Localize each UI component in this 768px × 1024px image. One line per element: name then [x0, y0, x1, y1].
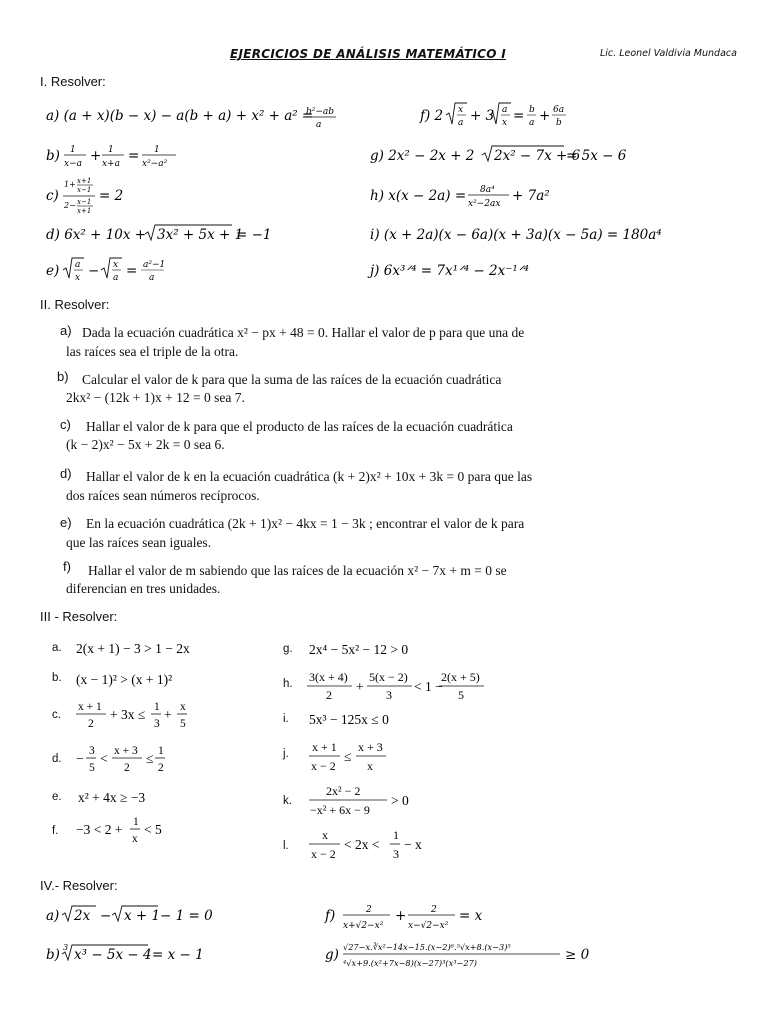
section-3-heading: III - Resolver: — [40, 609, 118, 624]
svg-text:x: x — [132, 833, 138, 845]
svg-text:< 5: < 5 — [144, 822, 162, 837]
svg-text:h) x(x − 2a) =: h) x(x − 2a) = — [370, 188, 467, 204]
svg-text:(x − 1)² > (x + 1)²: (x − 1)² > (x + 1)² — [76, 672, 173, 687]
eq-1h — [370, 185, 550, 209]
svg-text:a: a — [75, 260, 81, 270]
svg-text:x + 1: x + 1 — [124, 908, 161, 924]
svg-text:a²−1: a²−1 — [143, 260, 166, 270]
svg-text:j) 6x³ᐟ⁴ = 7x¹ᐟ⁴ − 2x⁻¹ᐟ⁴: j) 6x³ᐟ⁴ = 7x¹ᐟ⁴ − 2x⁻¹ᐟ⁴ — [370, 263, 529, 279]
svg-text:1: 1 — [108, 145, 114, 155]
eq-1c — [46, 177, 123, 215]
problem-2d-line2: dos raíces sean números recíprocos. — [66, 488, 260, 503]
svg-text:2: 2 — [366, 905, 372, 915]
svg-text:3x² + 5x + 1: 3x² + 5x + 1 — [157, 227, 244, 243]
svg-text:x−1: x−1 — [77, 198, 92, 206]
ineq-a-label: a. — [52, 642, 62, 654]
svg-text:+: + — [395, 908, 407, 924]
svg-text:3: 3 — [154, 718, 160, 730]
svg-text:a) (a + x)(b − x) − a(b + a) +: a) (a + x)(b − x) − a(b + a) + x² + a² = — [46, 108, 314, 124]
svg-text:a: a — [149, 273, 155, 283]
svg-text:2(x + 1) − 3 > 1 − 2x: 2(x + 1) − 3 > 1 − 2x — [76, 641, 190, 656]
problem-2e-label: e) — [60, 515, 72, 530]
svg-text:c): c) — [46, 188, 59, 204]
svg-text:1: 1 — [133, 816, 139, 828]
eq-1a — [46, 107, 336, 130]
ineq-l — [309, 828, 422, 861]
svg-text:b²−ab: b²−ab — [306, 107, 335, 117]
section-1-heading: I. Resolver: — [40, 74, 106, 89]
svg-text:+: + — [164, 707, 172, 722]
problem-2e-line1: En la ecuación cuadrática (2k + 1)x² − 4kx = 1 − 3k ; encontrar el valor de k para — [86, 516, 525, 531]
eq-1d — [46, 225, 272, 243]
problem-2b-label: b) — [57, 369, 69, 384]
svg-text:= 5x − 6: = 5x − 6 — [566, 148, 627, 164]
svg-text:x + 3: x + 3 — [358, 740, 383, 754]
svg-text:b: b — [529, 105, 535, 115]
section-1-equations — [0, 100, 768, 300]
svg-text:x+a: x+a — [102, 159, 120, 169]
eq-1f — [419, 103, 566, 128]
svg-text:1: 1 — [154, 145, 160, 155]
problem-2b-line2: 2kx² − (12k + 1)x + 12 = 0 sea 7. — [66, 390, 245, 405]
svg-text:5: 5 — [458, 688, 464, 702]
eq-4f — [324, 905, 483, 931]
svg-text:b): b) — [46, 148, 60, 164]
svg-text:x+1: x+1 — [77, 177, 92, 185]
problem-2f-line1: Hallar el valor de m sabiendo que las raíces de la ecuación x² − 7x + m = 0 se — [88, 563, 507, 578]
svg-text:< 1 −: < 1 − — [414, 679, 443, 694]
ineq-l-label: l. — [283, 840, 289, 852]
ineq-h-label: h. — [283, 678, 293, 690]
svg-text:x²−a²: x²−a² — [142, 159, 168, 169]
svg-text:a: a — [502, 105, 508, 115]
svg-text:=: = — [128, 148, 140, 164]
svg-text:2x: 2x — [74, 908, 91, 924]
svg-text:x: x — [75, 273, 81, 283]
svg-text:−: − — [88, 263, 100, 279]
svg-text:x + 1: x + 1 — [312, 740, 337, 754]
section-4-equations — [0, 900, 768, 980]
svg-text:= x: = x — [459, 908, 483, 924]
svg-text:1: 1 — [158, 745, 164, 757]
eq-4b — [46, 943, 204, 963]
svg-text:a: a — [529, 118, 535, 128]
eq-1i — [370, 227, 662, 243]
problem-2e-line2: que las raíces sean iguales. — [66, 535, 212, 550]
svg-text:x³ − 5x − 4: x³ − 5x − 4 — [74, 947, 152, 963]
ineq-j-label: j. — [283, 748, 289, 760]
svg-text:3: 3 — [63, 943, 69, 952]
ineq-d-label: d. — [52, 753, 62, 765]
svg-text:+ 7a²: + 7a² — [512, 188, 550, 204]
problem-2b-line1: Calcular el valor de k para que la suma de las raíces de la ecuación cuadrática — [82, 372, 502, 387]
svg-text:x² + 4x ≥ −3: x² + 4x ≥ −3 — [78, 790, 146, 805]
svg-text:> 0: > 0 — [391, 793, 409, 808]
problem-2a-line1: Dada la ecuación cuadrática x² − px + 48 = 0. Hallar el valor de p para que una de — [82, 325, 525, 340]
svg-text:= −1: = −1 — [236, 227, 272, 243]
svg-text:1+: 1+ — [64, 180, 76, 189]
svg-text:x−a: x−a — [64, 159, 82, 169]
svg-text:−3 < 2 +: −3 < 2 + — [76, 822, 123, 837]
svg-text:⁴√x+9.(x²+7x−8)(x−27)³(x³−27): ⁴√x+9.(x²+7x−8)(x−27)³(x³−27) — [343, 958, 477, 968]
ineq-h — [307, 670, 484, 702]
eq-4g — [325, 942, 590, 968]
svg-text:5x³ − 125x ≤ 0: 5x³ − 125x ≤ 0 — [309, 712, 389, 727]
svg-text:3(x + 4): 3(x + 4) — [309, 670, 348, 684]
svg-text:≥ 0: ≥ 0 — [565, 947, 590, 963]
svg-text:x: x — [113, 260, 119, 270]
svg-text:2: 2 — [88, 718, 94, 730]
svg-text:2x⁴ − 5x² − 12 > 0: 2x⁴ − 5x² − 12 > 0 — [309, 642, 409, 657]
svg-text:√27−x.∛x²−14x−15.(x−2)⁶.⁵√x+8.: √27−x.∛x²−14x−15.(x−2)⁶.⁵√x+8.(x−3)⁵ — [343, 942, 511, 952]
eq-1e — [46, 258, 165, 283]
svg-text:1: 1 — [70, 145, 76, 155]
author-name: Lic. Leonel Valdivia Mundaca — [600, 48, 737, 59]
svg-text:1: 1 — [154, 701, 160, 713]
problem-2f-line2: diferencian en tres unidades. — [66, 581, 221, 596]
svg-text:f) 2: f) 2 — [420, 108, 444, 124]
svg-text:+ 3: + 3 — [470, 108, 495, 124]
svg-text:g): g) — [325, 947, 339, 963]
ineq-j — [309, 740, 386, 773]
svg-text:3: 3 — [386, 688, 392, 702]
eq-1b — [46, 145, 176, 169]
ineq-i-label: i. — [283, 713, 289, 725]
ineq-c-label: c. — [52, 709, 61, 721]
svg-text:x: x — [502, 118, 508, 128]
problem-2d-line1: Hallar el valor de k en la ecuación cuadrática (k + 2)x² + 10x + 3k = 0 para que las — [86, 469, 533, 484]
svg-text:b): b) — [46, 947, 60, 963]
svg-text:≤: ≤ — [344, 749, 352, 764]
ineq-k — [309, 784, 409, 817]
svg-text:5: 5 — [89, 762, 95, 774]
svg-text:2(x + 5): 2(x + 5) — [441, 670, 480, 684]
problem-2c-line1: Hallar el valor de k para que el producto de las raíces de la ecuación cuadrática — [86, 419, 513, 434]
svg-text:=: = — [126, 263, 138, 279]
svg-text:− 1 = 0: − 1 = 0 — [160, 908, 213, 924]
ineq-f — [76, 816, 162, 845]
problem-2a-label: a) — [60, 323, 72, 338]
svg-text:x + 1: x + 1 — [78, 701, 102, 713]
ineq-b-label: b. — [52, 672, 62, 684]
svg-text:x−√2−x²: x−√2−x² — [408, 921, 449, 931]
problem-2c-label: c) — [60, 417, 71, 432]
ineq-d — [76, 745, 165, 774]
svg-text:x − 2: x − 2 — [311, 847, 336, 861]
svg-text:x + 3: x + 3 — [114, 745, 138, 757]
svg-text:5(x − 2): 5(x − 2) — [369, 670, 408, 684]
svg-text:< 2x <: < 2x < — [344, 837, 380, 852]
svg-text:x: x — [180, 701, 186, 713]
problem-2c-line2: (k − 2)x² − 5x + 2k = 0 sea 6. — [66, 437, 225, 452]
ineq-k-label: k. — [283, 795, 292, 807]
problem-2d-label: d) — [60, 466, 72, 481]
section-4-heading: IV.- Resolver: — [40, 878, 118, 893]
svg-text:2: 2 — [124, 762, 130, 774]
svg-text:x+1: x+1 — [77, 207, 92, 215]
svg-text:i) (x + 2a)(x − 6a)(x + 3a)(x: i) (x + 2a)(x − 6a)(x + 3a)(x − 5a) = 180a⁴ — [370, 227, 662, 243]
svg-text:x: x — [458, 105, 464, 115]
svg-text:− x: − x — [404, 837, 422, 852]
svg-text:−: − — [76, 751, 84, 766]
svg-text:x²−2ax: x²−2ax — [468, 199, 501, 209]
ineq-f-label: f. — [52, 825, 59, 837]
section-2-heading: II. Resolver: — [40, 297, 110, 312]
svg-text:−: − — [100, 908, 112, 924]
ineq-c — [76, 701, 187, 730]
svg-text:6a: 6a — [553, 105, 565, 115]
svg-text:−x² + 6x − 9: −x² + 6x − 9 — [310, 803, 370, 817]
svg-text:8a⁴: 8a⁴ — [480, 185, 495, 195]
svg-text:x+√2−x²: x+√2−x² — [343, 921, 384, 931]
svg-text:x: x — [367, 759, 373, 773]
svg-text:3: 3 — [89, 745, 95, 757]
svg-text:b: b — [556, 118, 562, 128]
svg-text:≤: ≤ — [146, 751, 154, 766]
eq-1g — [370, 146, 627, 164]
eq-1j — [367, 263, 529, 279]
svg-text:<: < — [100, 751, 108, 766]
svg-text:2−: 2− — [64, 201, 76, 210]
problem-2a-line2: las raíces sea el triple de la otra. — [66, 344, 239, 359]
svg-text:2x² − 2: 2x² − 2 — [326, 784, 361, 798]
svg-text:a: a — [458, 118, 464, 128]
svg-text:d) 6x² + 10x +: d) 6x² + 10x + — [46, 227, 147, 243]
svg-text:a: a — [316, 120, 322, 130]
page-title: EJERCICIOS DE ANÁLISIS MATEMÁTICO I — [230, 47, 506, 61]
svg-text:= x − 1: = x − 1 — [152, 947, 204, 963]
svg-text:2: 2 — [158, 762, 164, 774]
ineq-g-label: g. — [283, 643, 293, 655]
svg-text:2: 2 — [431, 905, 437, 915]
svg-text:x: x — [322, 828, 328, 842]
svg-text:g) 2x² − 2x + 2: g) 2x² − 2x + 2 — [370, 148, 475, 164]
svg-text:f): f) — [325, 908, 336, 924]
svg-text:x−1: x−1 — [77, 186, 92, 194]
svg-text:5: 5 — [180, 718, 186, 730]
svg-text:e): e) — [46, 263, 60, 279]
eq-4a — [46, 906, 213, 924]
ineq-e-label: e. — [52, 791, 62, 803]
svg-text:1: 1 — [393, 828, 399, 842]
svg-text:+: + — [539, 108, 551, 124]
section-3-inequalities — [0, 630, 768, 870]
svg-text:+: + — [356, 679, 364, 694]
svg-text:2: 2 — [326, 688, 332, 702]
svg-text:a: a — [113, 273, 119, 283]
svg-text:3: 3 — [393, 847, 399, 861]
svg-text:x − 2: x − 2 — [311, 759, 336, 773]
svg-text:+ 3x ≤: + 3x ≤ — [110, 707, 146, 722]
problem-2f-label: f) — [63, 559, 71, 574]
svg-text:= 2: = 2 — [99, 188, 124, 204]
svg-text:+: + — [90, 148, 102, 164]
svg-text:2x² − 7x + 6: 2x² − 7x + 6 — [494, 148, 581, 164]
svg-text:a): a) — [46, 908, 60, 924]
svg-text:=: = — [513, 108, 525, 124]
